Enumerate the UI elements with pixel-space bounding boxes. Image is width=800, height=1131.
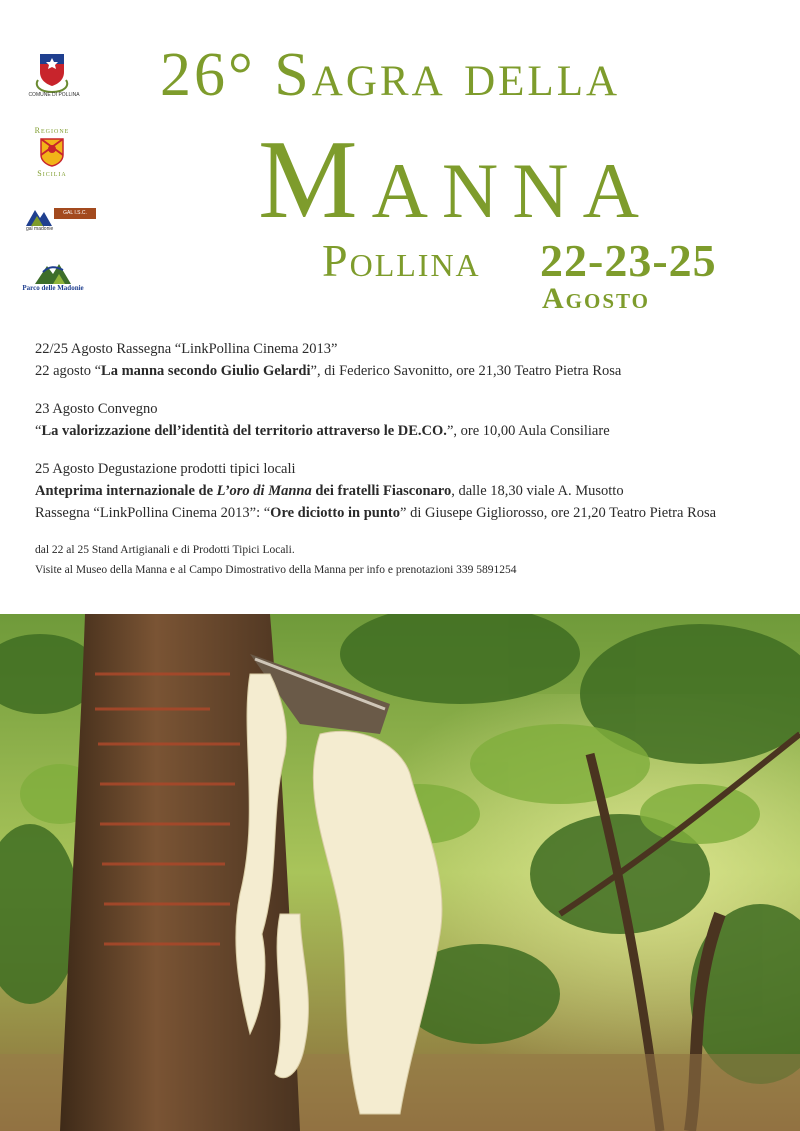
text-run: ” di Giusepe Gigliorosso, ore 21,20 Teatro Pietra Rosa: [400, 505, 717, 521]
program-block-convegno: [35, 398, 775, 442]
note-line: dal 22 al 25 Stand Artigianali e di Prodotti Tipici Locali.: [35, 544, 295, 556]
regione-sicilia-logo: [22, 126, 82, 178]
film-title: La manna secondo Giulio Gelardi: [101, 363, 311, 379]
gal-sublabel: gal madonie: [26, 226, 54, 232]
text-run: ”, di Federico Savonitto, ore 21,30 Teatro Pietra Rosa: [310, 363, 622, 379]
program-line: 25 Agosto Degustazione prodotti tipici locali: [35, 461, 296, 477]
text-run: Anteprima internazionale de: [35, 483, 217, 499]
comune-label: COMUNE DI POLLINA: [28, 92, 80, 98]
program-section: [35, 338, 775, 580]
parco-label: Parco delle Madonie: [22, 284, 84, 292]
event-dates: 22-23-25: [540, 235, 717, 286]
sicilia-label: Sicilia: [37, 169, 67, 178]
parco-madonie-logo: [22, 262, 84, 292]
convegno-title: La valorizzazione dell’identità del territorio attraverso le DE.CO.: [41, 423, 447, 439]
text-run: 22 agosto “: [35, 363, 102, 379]
gal-label: GAL I.S.C. MADONIE: [54, 208, 96, 219]
text-run: dei fratelli Fiasconaro: [311, 483, 452, 499]
program-line: 23 Agosto Convegno: [35, 401, 158, 417]
event-main-title: Manna: [258, 118, 653, 242]
text-run: “: [35, 423, 42, 439]
text-run: , dalle 18,30 viale A. Musotto: [451, 483, 624, 499]
program-line: [35, 480, 775, 502]
gal-madonie-logo: [26, 206, 87, 232]
program-line: [35, 360, 775, 382]
comune-crest-icon: [30, 50, 74, 108]
program-notes: [35, 540, 775, 580]
event-place: Pollina: [322, 235, 481, 286]
product-title: L’oro di Manna: [216, 483, 312, 499]
program-line: [35, 502, 775, 524]
program-block-cinema: [35, 338, 775, 382]
manna-tree-photo: [0, 614, 800, 1131]
program-line: 22/25 Agosto Rassegna “LinkPollina Cinema 2013”: [35, 341, 338, 357]
program-block-degustazione: [35, 458, 775, 524]
text-run: Rassegna “LinkPollina Cinema 2013”: “: [35, 505, 271, 521]
note-line: Visite al Museo della Manna e al Campo Dimostrativo della Manna per info e prenotazioni 339 5891254: [35, 564, 517, 576]
comune-pollina-logo: [28, 50, 80, 113]
text-run: ”, ore 10,00 Aula Consiliare: [446, 423, 610, 439]
trinacria-icon: [38, 137, 66, 167]
film-title: Ore diciotto in punto: [270, 505, 401, 521]
event-month: Agosto: [542, 282, 650, 315]
program-line: [35, 420, 775, 442]
event-edition-title: 26° Sagra della: [160, 41, 621, 109]
parco-mountain-icon: [35, 262, 71, 284]
gal-mountain-icon: [26, 206, 52, 226]
manna-tree-illustration: [0, 614, 800, 1131]
regione-label: Regione: [34, 126, 70, 135]
